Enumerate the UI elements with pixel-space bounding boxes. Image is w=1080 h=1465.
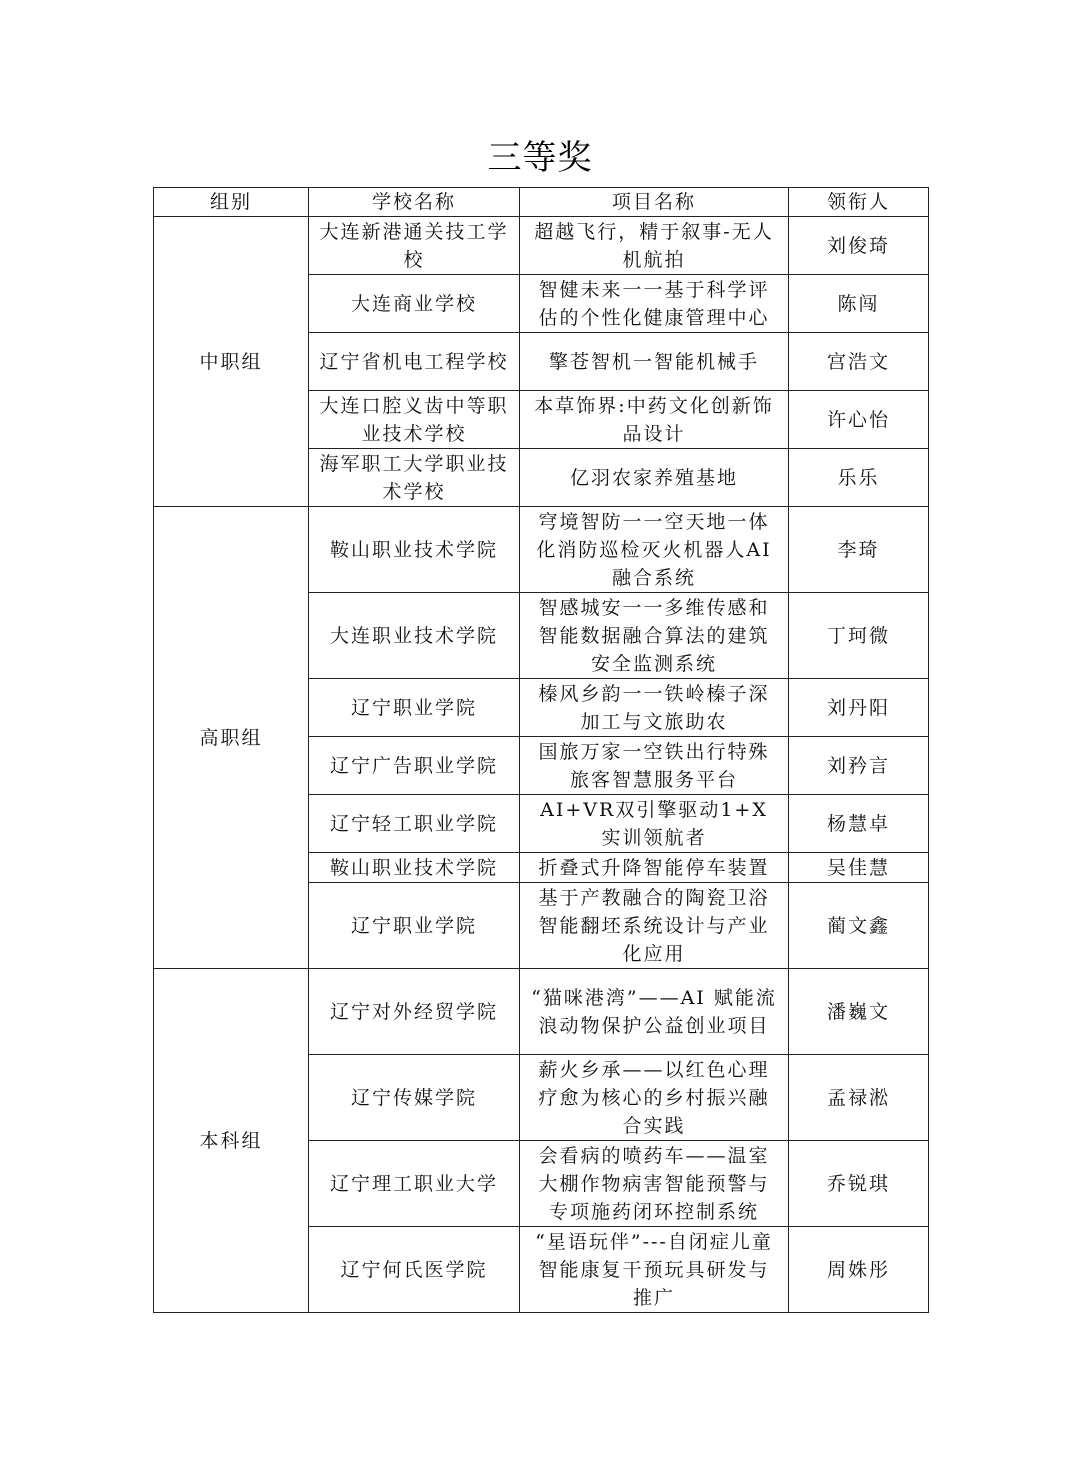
leader-cell: 孟禄淞 bbox=[789, 1055, 929, 1141]
leader-cell: 周姝彤 bbox=[789, 1227, 929, 1313]
group-cell: 本科组 bbox=[154, 969, 309, 1313]
page-title: 三等奖 bbox=[487, 138, 593, 178]
project-cell: 国旅万家一空铁出行特殊旅客智慧服务平台 bbox=[520, 737, 789, 795]
leader-cell: 乔锐琪 bbox=[789, 1141, 929, 1227]
project-cell: 本草饰界:中药文化创新饰品设计 bbox=[520, 391, 789, 449]
leader-cell: 刘俊琦 bbox=[789, 217, 929, 275]
leader-cell: 丁珂微 bbox=[789, 593, 929, 679]
school-cell: 大连口腔义齿中等职业技术学校 bbox=[309, 391, 520, 449]
leader-cell: 乐乐 bbox=[789, 449, 929, 507]
school-cell: 辽宁传媒学院 bbox=[309, 1055, 520, 1141]
project-cell: 折叠式升降智能停车装置 bbox=[520, 853, 789, 883]
project-cell: “星语玩伴”---自闭症儿童智能康复干预玩具研发与推广 bbox=[520, 1227, 789, 1313]
school-cell: 海军职工大学职业技术学校 bbox=[309, 449, 520, 507]
group-cell: 高职组 bbox=[154, 507, 309, 969]
leader-cell: 宫浩文 bbox=[789, 333, 929, 391]
project-cell: 穹境智防一一空天地一体化消防巡检灭火机器人AI融合系统 bbox=[520, 507, 789, 593]
school-cell: 辽宁轻工职业学院 bbox=[309, 795, 520, 853]
school-cell: 辽宁对外经贸学院 bbox=[309, 969, 520, 1055]
school-cell: 辽宁何氏医学院 bbox=[309, 1227, 520, 1313]
school-cell: 辽宁广告职业学院 bbox=[309, 737, 520, 795]
project-cell: 亿羽农家养殖基地 bbox=[520, 449, 789, 507]
school-cell: 鞍山职业技术学院 bbox=[309, 507, 520, 593]
group-cell: 中职组 bbox=[154, 217, 309, 507]
table-header-row bbox=[154, 188, 929, 217]
leader-cell: 蔺文鑫 bbox=[789, 883, 929, 969]
header-project: 项目名称 bbox=[520, 188, 789, 217]
project-cell: 榛风乡韵一一铁岭榛子深加工与文旅助农 bbox=[520, 679, 789, 737]
project-cell: 擎苍智机一智能机械手 bbox=[520, 333, 789, 391]
table-row bbox=[154, 507, 929, 593]
project-cell: 智健未来一一基于科学评估的个性化健康管理中心 bbox=[520, 275, 789, 333]
header-group: 组别 bbox=[154, 188, 309, 217]
table-row bbox=[154, 217, 929, 275]
leader-cell: 李琦 bbox=[789, 507, 929, 593]
school-cell: 辽宁省机电工程学校 bbox=[309, 333, 520, 391]
table-row bbox=[154, 969, 929, 1055]
leader-cell: 刘矜言 bbox=[789, 737, 929, 795]
header-leader: 领衔人 bbox=[789, 188, 929, 217]
project-cell: 薪火乡承——以红色心理疗愈为核心的乡村振兴融合实践 bbox=[520, 1055, 789, 1141]
project-cell: 基于产教融合的陶瓷卫浴智能翻坯系统设计与产业化应用 bbox=[520, 883, 789, 969]
project-cell: “猫咪港湾”——AI 赋能流浪动物保护公益创业项目 bbox=[520, 969, 789, 1055]
project-cell: 智感城安一一多维传感和智能数据融合算法的建筑安全监测系统 bbox=[520, 593, 789, 679]
project-cell: AI+VR双引擎驱动1+X实训领航者 bbox=[520, 795, 789, 853]
school-cell: 辽宁职业学院 bbox=[309, 679, 520, 737]
school-cell: 大连商业学校 bbox=[309, 275, 520, 333]
school-cell: 鞍山职业技术学院 bbox=[309, 853, 520, 883]
project-cell: 会看病的喷药车——温室大棚作物病害智能预警与专项施药闭环控制系统 bbox=[520, 1141, 789, 1227]
leader-cell: 吴佳慧 bbox=[789, 853, 929, 883]
header-school: 学校名称 bbox=[309, 188, 520, 217]
project-cell: 超越飞行，精于叙事-无人机航拍 bbox=[520, 217, 789, 275]
award-table bbox=[153, 187, 929, 1313]
leader-cell: 潘巍文 bbox=[789, 969, 929, 1055]
leader-cell: 杨慧卓 bbox=[789, 795, 929, 853]
school-cell: 辽宁职业学院 bbox=[309, 883, 520, 969]
school-cell: 大连职业技术学院 bbox=[309, 593, 520, 679]
school-cell: 辽宁理工职业大学 bbox=[309, 1141, 520, 1227]
leader-cell: 刘丹阳 bbox=[789, 679, 929, 737]
leader-cell: 许心怡 bbox=[789, 391, 929, 449]
school-cell: 大连新港通关技工学校 bbox=[309, 217, 520, 275]
leader-cell: 陈闯 bbox=[789, 275, 929, 333]
